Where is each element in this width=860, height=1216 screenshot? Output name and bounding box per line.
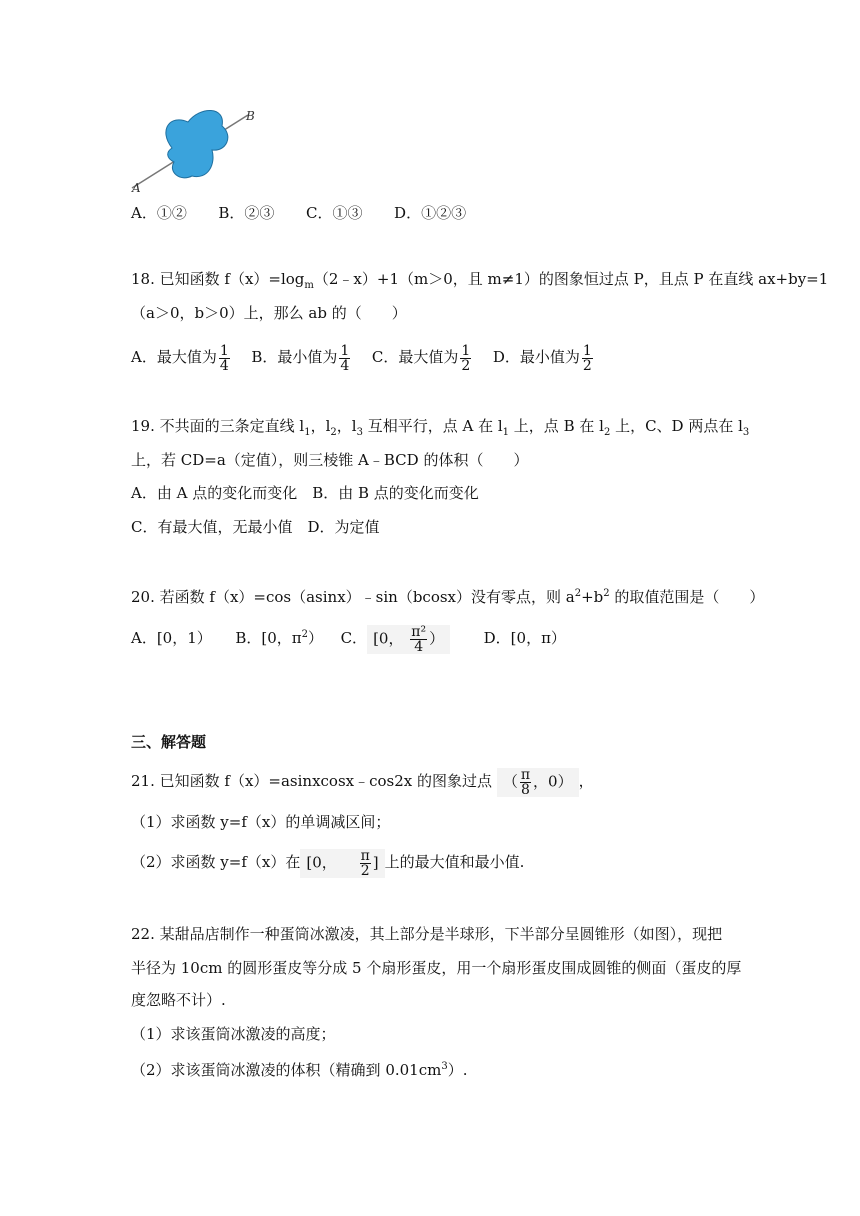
frac-1-4-a: $\frac{1}{4}$ — [219, 342, 229, 374]
q20-options: A．[0，1） B．[0，$\pi^2$） C． [0， $\frac{\text{π²}}{4}$ ） D．[0，π） — [131, 623, 566, 655]
q21-interval: [0， $\frac{\pi}{2}$ ] — [300, 849, 384, 878]
q18-options: A．最大值为 $\frac{1}{4}$ B．最小值为 $\frac{1}{4}$ C．最大值为 $\frac{1}{2}$ D．最小值为 $\frac{1}{2}$ — [131, 342, 592, 374]
q17-figure — [130, 100, 260, 195]
q21-point: （ $\frac{\pi}{8}$ ，0） — [497, 768, 579, 797]
q20-stem: 20. 若函数 f（x）=cos（asinx）﹣sin（bcosx）没有零点，则 $a^2+b^2$ 的取值范围是（ ） — [131, 588, 765, 606]
label-b: B — [246, 109, 255, 123]
q18-stem-line2: （a＞0，b＞0）上，那么 ab 的（ ） — [131, 304, 407, 322]
frac-1-4-b: $\frac{1}{4}$ — [340, 342, 350, 374]
q22-part2: （2）求该蛋筒冰激凌的体积（精确到 $0.01cm^3$）. — [131, 1061, 468, 1079]
q19-stem-line1: 19. 不共面的三条定直线 $l_1$，$l_2$，$l_3$ 互相平行，点 A 在 $l_1$ 上，点 B 在 $l_2$ 上，C、D 两点在 $l_3$ — [131, 417, 750, 438]
q22-part1: （1）求该蛋筒冰激凌的高度； — [131, 1025, 336, 1043]
blob-shape — [166, 110, 228, 177]
q20-option-c-formula: [0， $\frac{\text{π²}}{4}$ ） — [367, 625, 450, 654]
q17-option-d: D．①②③ — [394, 204, 467, 222]
q21-stem: 21. 已知函数 f（x）=asinxcosx﹣cos2x 的图象过点 （ $\frac{\pi}{8}$ ，0） ， — [131, 766, 594, 798]
q21-part2: （2）求函数 y=f（x）在 [0， $\frac{\pi}{2}$ ] 上的最大值和最小值. — [131, 847, 525, 879]
frac-1-2-c: $\frac{1}{2}$ — [461, 342, 471, 374]
q17-option-a: A．①② — [131, 204, 187, 222]
section-heading: 三、解答题 — [131, 733, 207, 751]
frac-1-2-d: $\frac{1}{2}$ — [582, 342, 592, 374]
q17-option-c: C．①③ — [306, 204, 363, 222]
q22-stem-line1: 22. 某甜品店制作一种蛋筒冰激凌，其上部分是半球形，下半部分呈圆锥形（如图），现把 — [131, 925, 723, 943]
q22-stem-line2: 半径为 10cm 的圆形蛋皮等分成 5 个扇形蛋皮，用一个扇形蛋皮围成圆锥的侧面（蛋皮的厚 — [131, 959, 742, 977]
label-a: A — [132, 181, 141, 195]
q22-stem-line3: 度忽略不计）. — [131, 991, 226, 1009]
q17-option-b: B．②③ — [218, 204, 275, 222]
q19-options-row2: C．有最大值，无最小值 D．为定值 — [131, 518, 380, 536]
q21-part1: （1）求函数 y=f（x）的单调减区间； — [131, 813, 391, 831]
q18-stem-line1: 18. 已知函数 $f(x)=\log_m(2﹣x)+1(m>0$，且 m≠1）的图象恒过点 P，且点 P 在直线 ax+by=1 — [131, 270, 829, 291]
q17-options — [131, 202, 466, 223]
q19-stem-line2: 上，若 CD=a（定值），则三棱锥 A﹣BCD 的体积（ ） — [131, 451, 529, 469]
q19-options-row1: A．由 A 点的变化而变化 B．由 B 点的变化而变化 — [131, 484, 479, 502]
